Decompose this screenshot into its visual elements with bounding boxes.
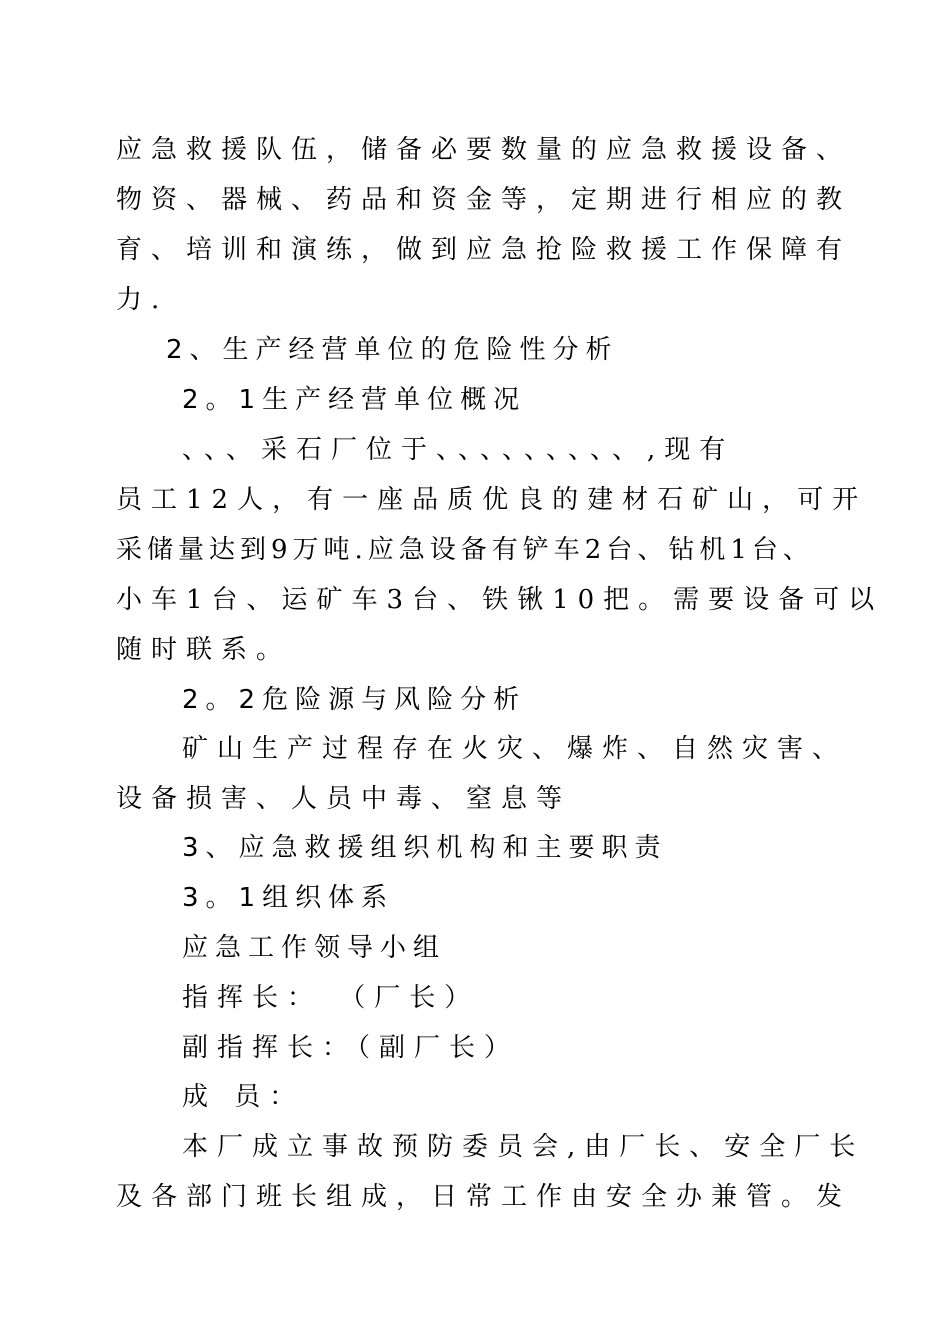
body-text-line: 、、、采石厂位于、、、、、、、、、,现有: [182, 435, 735, 465]
group-title: 应急工作领导小组: [182, 933, 447, 963]
body-text-line: 设备损害、人员中毒、窒息等: [116, 784, 572, 814]
subsection-heading: 2。1生产经营单位概况: [182, 385, 527, 415]
body-text-line: 物资、器械、药品和资金等，定期进行相应的教: [116, 185, 852, 215]
body-text-line: 力.: [116, 285, 169, 315]
role-line: 成 员：: [182, 1082, 305, 1112]
body-text-line: 小车1台、运矿车3台、铁锹10把。需要设备可以: [116, 585, 884, 615]
body-text-line: 采储量达到9万吨.应急设备有铲车2台、钻机1台、: [116, 535, 814, 565]
body-text-line: 及各部门班长组成，日常工作由安全办兼管。发: [116, 1182, 852, 1212]
body-text-line: 本厂成立事故预防委员会,由厂长、安全厂长: [182, 1132, 865, 1162]
role-line: 副指挥长：（副厂长）: [182, 1033, 520, 1063]
subsection-heading: 3。1组织体系: [182, 883, 395, 913]
body-text-line: 矿山生产过程存在火灾、爆炸、自然灾害、: [182, 734, 848, 764]
body-text-line: 应急救援队伍，储备必要数量的应急救援设备、: [116, 135, 852, 165]
subsection-heading: 2。2危险源与风险分析: [182, 685, 527, 715]
section-heading: 2、生产经营单位的危险性分析: [166, 335, 619, 365]
body-text-line: 员工12人，有一座品质优良的建材石矿山，可开: [116, 485, 868, 515]
body-text-line: 随时联系。: [116, 635, 292, 665]
role-line: 指挥长： （厂长）: [182, 983, 480, 1013]
body-text-line: 育、培训和演练，做到应急抢险救援工作保障有: [116, 235, 852, 265]
section-heading: 3、应急救援组织机构和主要职责: [182, 833, 668, 863]
